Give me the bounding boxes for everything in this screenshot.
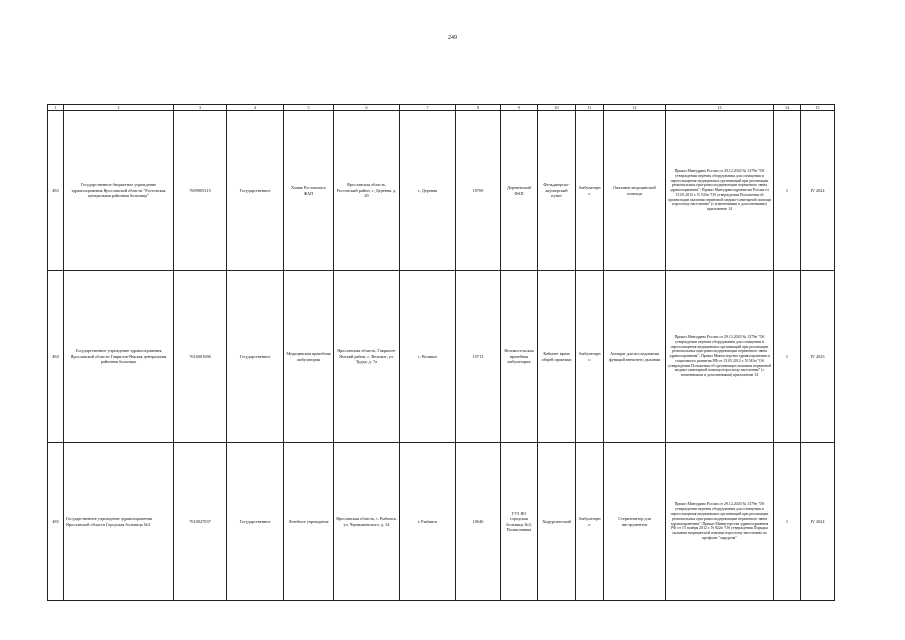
organization-name: Государственное бюджетное учреждение здравоохранения Ярославской области "Ростовская центральная районная больница": [64, 111, 174, 271]
column-number: 1: [48, 105, 64, 111]
ownership-form: Государственное: [227, 271, 284, 443]
equipment-function: Оказание медицинской помощи: [604, 111, 666, 271]
inn: 7609005315: [174, 111, 227, 271]
column-number: 8: [456, 105, 501, 111]
room-name: Кабинет врача общей практики: [538, 271, 576, 443]
unit-name: Великосельская врачебная амбулатория: [501, 271, 538, 443]
organization-name: Государственное учреждение здравоохранения Ярославской области Гаврилов-Ямская центральная районная больница: [64, 271, 174, 443]
column-number: 9: [501, 105, 538, 111]
quantity: 1: [774, 443, 801, 601]
column-number: 3: [174, 105, 227, 111]
room-name: Хирургический: [538, 443, 576, 601]
legal-basis: Приказ Минздрава России от 29.12.2020 № 1379н "Об утверждении перечня оборудования для оснащения и переоснащения медицинских организаций при реализации региональных программ модернизации первичного звена здравоохранения"; Приказ Министерства здравоохранения и социального развития РФ от 15.05.2012 г. N 543н "Об утверждении Положения об организации оказания первичной медико-санитарной помощи взрослому населению" (с изменениями и дополнениями) приложение 14: [666, 271, 774, 443]
facility-type: Медицинская врачебная амбулатория: [284, 271, 334, 443]
column-number: 14: [774, 105, 801, 111]
facility-code: 10713: [456, 271, 501, 443]
delivery-period: IV 2023: [801, 271, 835, 443]
care-type: Амбулаторно: [576, 443, 604, 601]
row-number: 484: [48, 271, 64, 443]
column-number: 10: [538, 105, 576, 111]
unit-name: ГУЗ ЯО городская больница №3, Поликлиника: [501, 443, 538, 601]
facility-code: 10646: [456, 443, 501, 601]
row-number: 483: [48, 111, 64, 271]
row-number: 485: [48, 443, 64, 601]
table-row: [48, 271, 835, 443]
legal-basis: Приказ Минздрава России от 29.12.2020 № 1379н "Об утверждении перечня оборудования для оснащения и переоснащения медицинских организаций при реализации региональных программ модернизации первичного звена здравоохранения"; Приказ Минздравсоцразвития России от 15.05.2012 г. N 543н "Об утверждении Положения об организации оказания первичной медико-санитарной помощи взрослому населению" (с изменениями и дополнениями) приложение 14: [666, 111, 774, 271]
legal-basis: Приказ Минздрава России от 29.12.2020 № 1379н "Об утверждении перечня оборудования для оснащения и переоснащения медицинских организаций при реализации региональных программ модернизации первичного звена здравоохранения"; Приказ Министерства здравоохранения РФ от 15 ноября 2012 г. N 922н "Об утверждении Порядка оказания медицинской помощи взрослому населению по профилю "хирургия": [666, 443, 774, 601]
address: Ярославская область, г. Рыбинск, ул. Чернышевского, д. 34: [334, 443, 400, 601]
settlement: с. Великое: [400, 271, 456, 443]
delivery-period: IV 2024: [801, 111, 835, 271]
facility-type: Хомяк Ростовского ФАП: [284, 111, 334, 271]
care-type: Амбулаторно: [576, 271, 604, 443]
column-number: 4: [227, 105, 284, 111]
quantity: 1: [774, 271, 801, 443]
facility-code: 10769: [456, 111, 501, 271]
quantity: 1: [774, 111, 801, 271]
column-number: 7: [400, 105, 456, 111]
equipment-function: Аппарат для исследования функций внешнего дыхания: [604, 271, 666, 443]
unit-name: Деревенский ФАП: [501, 111, 538, 271]
care-type: Амбулаторно: [576, 111, 604, 271]
equipment-table: [47, 104, 835, 601]
column-number: 2: [64, 105, 174, 111]
table-row: [48, 443, 835, 601]
address: Ярославская область, Ростовский район, с. Деревня, д. 49: [334, 111, 400, 271]
address: Ярославская область, Гаврилов-Ямский район, с. Великое, ул. Труда, д. 7а: [334, 271, 400, 443]
column-number: 12: [604, 105, 666, 111]
facility-type: Лечебное учреждение: [284, 443, 334, 601]
page-number: 249: [448, 35, 457, 41]
settlement: г. Рыбинск: [400, 443, 456, 601]
equipment-function: Стерилизатор для инструментов: [604, 443, 666, 601]
ownership-form: Государственное: [227, 443, 284, 601]
inn: 7610027037: [174, 443, 227, 601]
organization-name: Государственное учреждение здравоохранения Ярославской области Городская больница №3: [64, 443, 174, 601]
ownership-form: Государственное: [227, 111, 284, 271]
column-number: 13: [666, 105, 774, 111]
delivery-period: IV 2024: [801, 443, 835, 601]
column-number: 5: [284, 105, 334, 111]
column-number: 6: [334, 105, 400, 111]
settlement: с. Деревня: [400, 111, 456, 271]
inn: 7616001686: [174, 271, 227, 443]
table-row: [48, 111, 835, 271]
room-name: Фельдшерско-акушерский пункт: [538, 111, 576, 271]
column-number: 11: [576, 105, 604, 111]
column-number: 15: [801, 105, 835, 111]
